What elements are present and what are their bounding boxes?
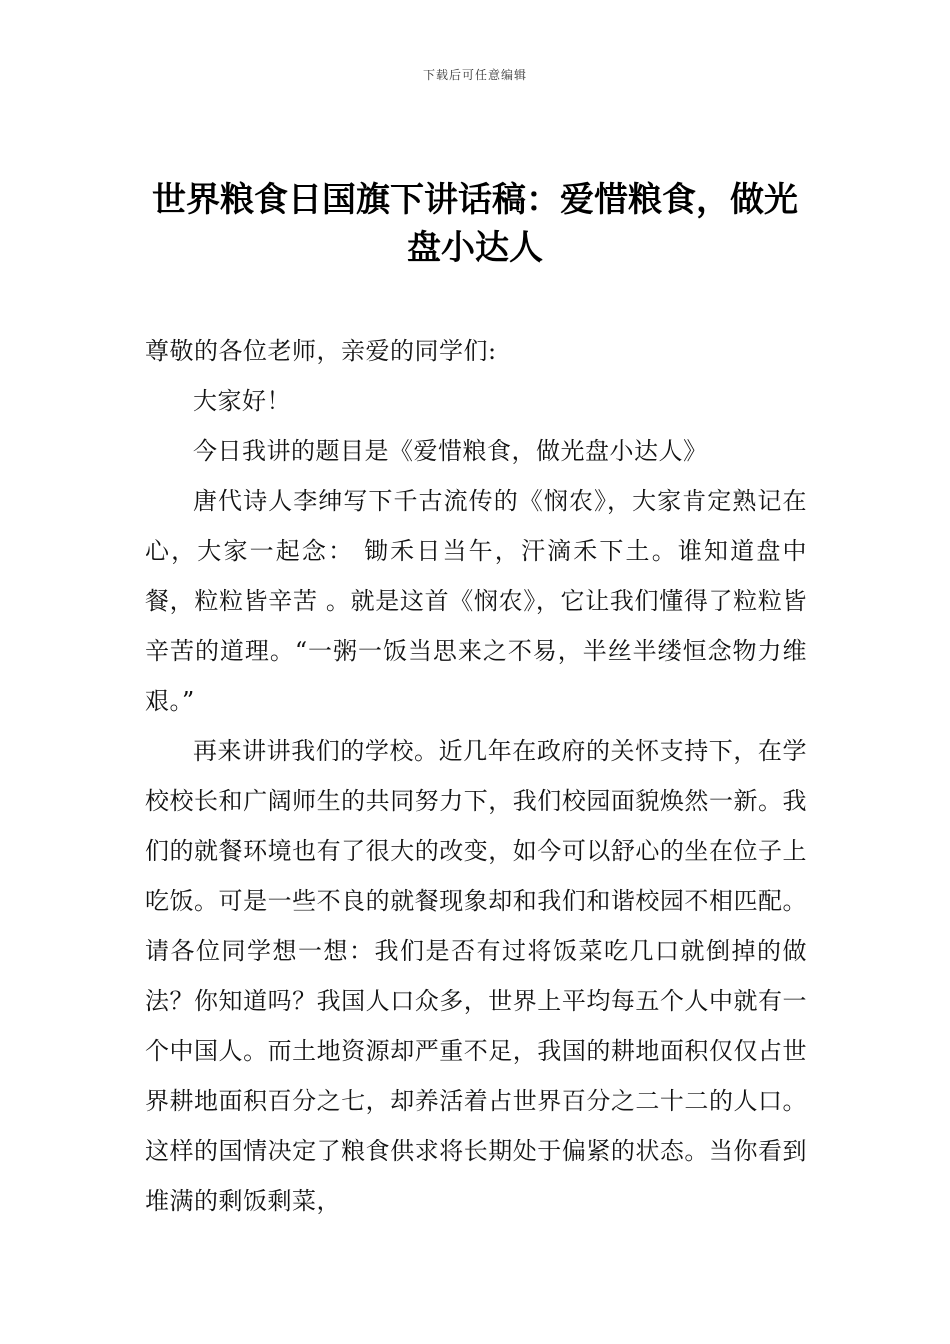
paragraph-school: 再来讲讲我们的学校。近几年在政府的关怀支持下，在学校校长和广阔师生的共同努力下，我们校园面貌焕然一新。我们的就餐环境也有了很大的改变，如今可以舒心的坐在位子上吃饭。可是一些不良的就餐现象却和我们和谐校园不相匹配。请各位同学想一想：我们是否有过将饭菜吃几口就倒掉的做法？你知道吗？我国人口众多，世界上平均每五个人中就有一个中国人。而土地资源却严重不足，我国的耕地面积仅仅占世界耕地面积百分之七，却养活着占世界百分之二十二的人口。这样的国情决定了粮食供求将长期处于偏紧的状态。当你看到堆满的剩饭剩菜， (145, 737, 807, 1215)
paragraph-topic: 今日我讲的题目是《爱惜粮食，做光盘小达人》 (193, 437, 708, 465)
paragraph-poem: 唐代诗人李绅写下千古流传的《悯农》，大家肯定熟记在心，大家一起念： 锄禾日当午，汗滴禾下土。谁知道盘中餐，粒粒皆辛苦 。就是这首《悯农》，它让我们懂得了粒粒皆辛苦的道理。“一粥一饭当思来之不易，半丝半缕恒念物力维艰。” (145, 487, 807, 715)
salutation: 尊敬的各位老师，亲爱的同学们: (145, 337, 497, 365)
page-title: 世界粮食日国旗下讲话稿：爱惜粮食，做光盘小达人 (152, 180, 798, 268)
header-note: 下载后可任意编辑 (422, 68, 527, 82)
document-body (145, 326, 807, 1226)
paragraph-greeting: 大家好！ (193, 387, 291, 415)
